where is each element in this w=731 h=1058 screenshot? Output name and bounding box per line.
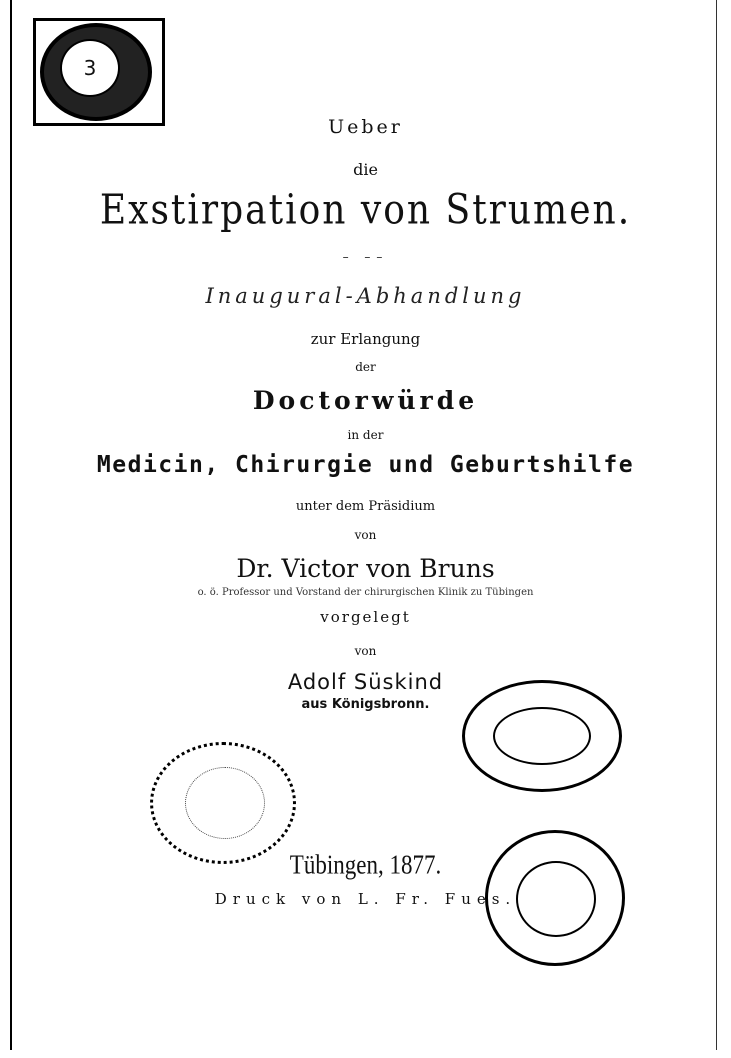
zur-erlangung: zur Erlangung <box>310 330 421 348</box>
praeses-name: Dr. Victor von Bruns <box>236 554 495 583</box>
main-title: Exstirpation von Strumen. <box>99 186 632 235</box>
divider-dashes: – –– <box>342 250 389 264</box>
heading-ueber: Ueber <box>328 116 403 138</box>
praeses-title: o. ö. Professor und Vorstand der chirurgischen Klinik zu Tübingen <box>197 587 534 598</box>
faculties-line: Medicin, Chirurgie und Geburtshilfe <box>96 452 635 478</box>
place-year: Tübingen, 1877. <box>289 849 442 880</box>
oval-stamp-right <box>462 680 622 792</box>
von-line-1: von <box>354 528 377 542</box>
author-name: Adolf Süskind <box>287 670 444 694</box>
vorgelegt-line: vorgelegt <box>320 608 411 626</box>
round-stamp-bottom-right <box>485 830 625 966</box>
oval-stamp-inner <box>493 707 591 765</box>
von-line-2: von <box>354 644 377 658</box>
der-line: der <box>355 360 376 374</box>
stamp-number: 3 <box>60 39 120 97</box>
author-origin: aus Königsbronn. <box>301 697 430 712</box>
dotted-stamp-inner <box>185 767 265 839</box>
library-stamp-top-left <box>33 18 165 126</box>
dotted-stamp-left <box>150 742 296 864</box>
heading-die: die <box>353 160 378 179</box>
in-der-line: in der <box>347 428 384 442</box>
praesidium-line: unter dem Präsidium <box>295 499 436 514</box>
inaugural-heading: Inaugural-Abhandlung <box>205 284 526 308</box>
doctorwuerde-heading: Doctorwürde <box>252 386 479 415</box>
round-stamp-inner <box>516 861 596 937</box>
printer-line: Druck von L. Fr. Fues. <box>214 890 517 908</box>
